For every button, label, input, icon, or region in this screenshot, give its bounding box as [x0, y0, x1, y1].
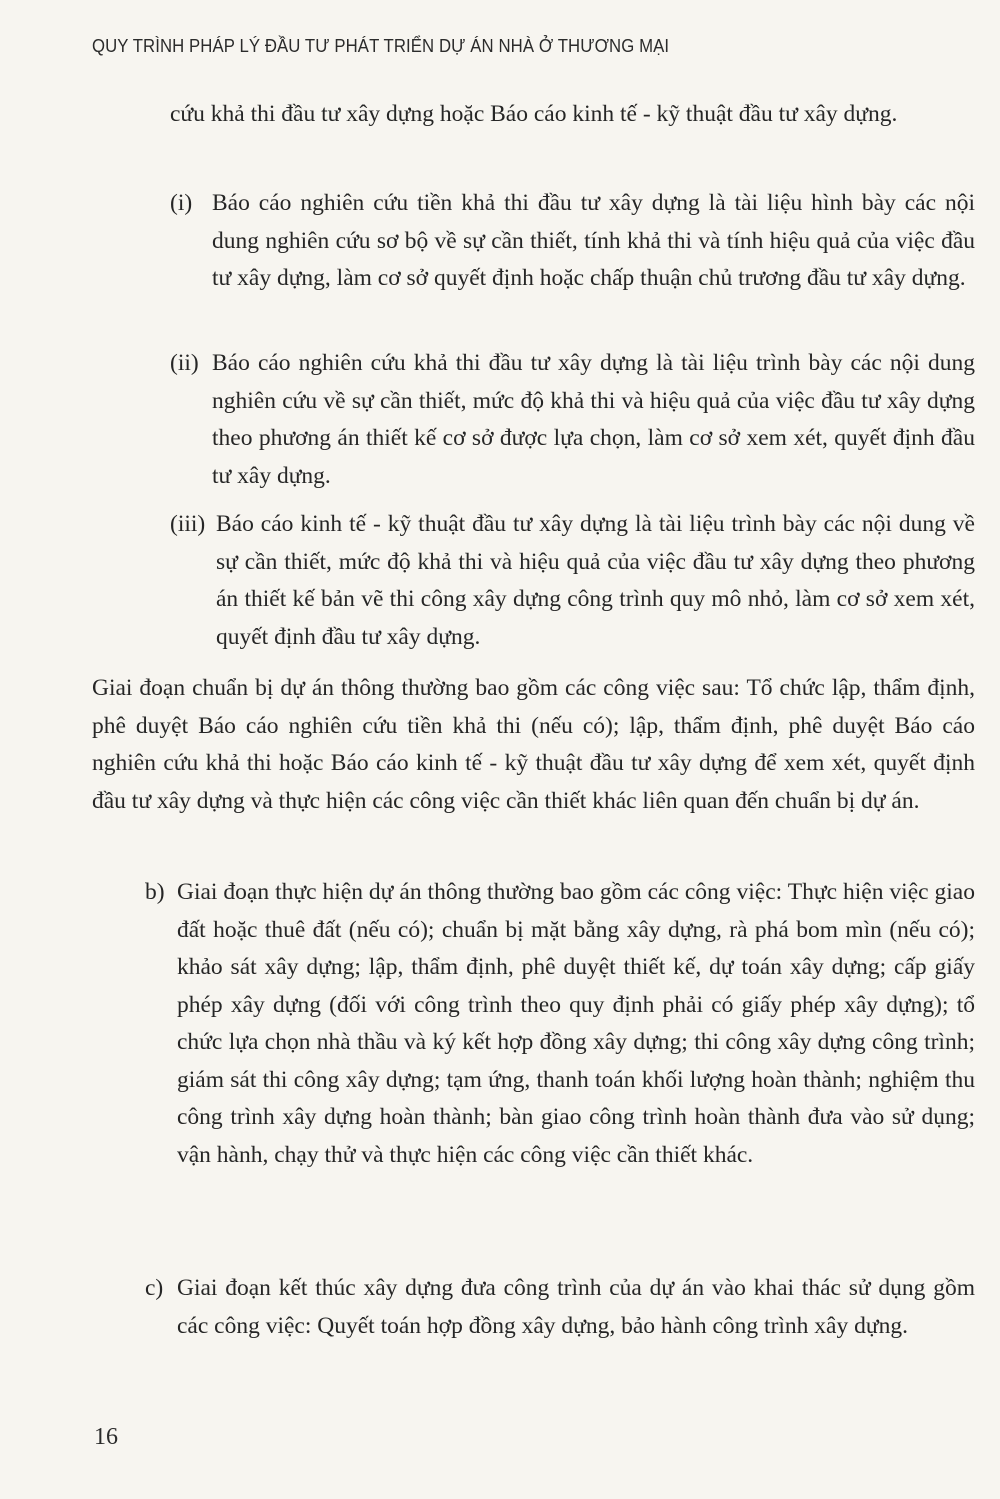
list-item-marker: b) — [145, 879, 165, 905]
list-item-c — [145, 1270, 975, 1345]
sub-item-iii — [170, 506, 975, 656]
sub-item-i — [170, 185, 975, 298]
list-item-text: Giai đoạn thực hiện dự án thông thường bao gồm các công việc: Thực hiện việc giao đất hoặc thuê đất (nếu có); chuẩn bị mặt bằng xây dựng, rà phá bom mìn (nếu có); khảo sát xây dựng; lập, thẩm định, phê duyệt thiết kế, dự toán xây dựng; cấp giấy phép xây dựng (đối với công trình theo quy định phải có giấy phép xây dựng); tổ chức lựa chọn nhà thầu và ký kết hợp đồng xây dựng; thi công xây dựng công trình; giám sát thi công xây dựng; tạm ứng, thanh toán khối lượng hoàn thành; nghiệm thu công trình xây dựng hoàn thành; bàn giao công trình hoàn thành đưa vào sử dụng; vận hành, chạy thử và thực hiện các công việc cần thiết khác. — [177, 879, 975, 1168]
sub-item-marker: (i) — [170, 190, 193, 216]
sub-item-text: Báo cáo nghiên cứu tiền khả thi đầu tư xây dựng là tài liệu hình bày các nội dung nghiên cứu sơ bộ về sự cần thiết, tính khả thi và tính hiệu quả của việc đầu tư xây dựng, làm cơ sở quyết định hoặc chấp thuận chủ trương đầu tư xây dựng. — [212, 190, 975, 291]
running-header: QUY TRÌNH PHÁP LÝ ĐẦU TƯ PHÁT TRIỂN DỰ ÁN NHÀ Ở THƯƠNG MẠI — [92, 36, 670, 56]
sub-item-ii — [170, 345, 975, 495]
main-paragraph: Giai đoạn chuẩn bị dự án thông thường bao gồm các công việc sau: Tổ chức lập, thẩm định, phê duyệt Báo cáo nghiên cứu tiền khả thi (nếu có); lập, thẩm định, phê duyệt Báo cáo nghiên cứu khả thi hoặc Báo cáo kinh tế - kỹ thuật đầu tư xây dựng để xem xét, quyết định đầu tư xây dựng và thực hiện các công việc cần thiết khác liên quan đến chuẩn bị dự án. — [92, 675, 975, 814]
sub-item-text: Báo cáo nghiên cứu khả thi đầu tư xây dựng là tài liệu trình bày các nội dung nghiên cứu về sự cần thiết, mức độ khả thi và hiệu quả của việc đầu tư xây dựng theo phương án thiết kế cơ sở được lựa chọn, làm cơ sở xem xét, quyết định đầu tư xây dựng. — [212, 350, 975, 489]
continuation-paragraph: cứu khả thi đầu tư xây dựng hoặc Báo cáo kinh tế - kỹ thuật đầu tư xây dựng. — [170, 101, 898, 127]
list-item-b — [145, 874, 975, 1174]
sub-item-text: Báo cáo kinh tế - kỹ thuật đầu tư xây dựng là tài liệu trình bày các nội dung về sự cần thiết, mức độ khả thi và hiệu quả của việc đầu tư xây dựng theo phương án thiết kế bản vẽ thi công xây dựng công trình quy mô nhỏ, làm cơ sở xem xét, quyết định đầu tư xây dựng. — [216, 511, 975, 650]
page-number: 16 — [94, 1424, 118, 1450]
list-item-marker: c) — [145, 1275, 164, 1301]
list-item-text: Giai đoạn kết thúc xây dựng đưa công trình của dự án vào khai thác sử dụng gồm các công việc: Quyết toán hợp đồng xây dựng, bảo hành công trình xây dựng. — [177, 1275, 975, 1339]
sub-item-marker: (ii) — [170, 350, 199, 376]
sub-item-marker: (iii) — [170, 511, 206, 537]
